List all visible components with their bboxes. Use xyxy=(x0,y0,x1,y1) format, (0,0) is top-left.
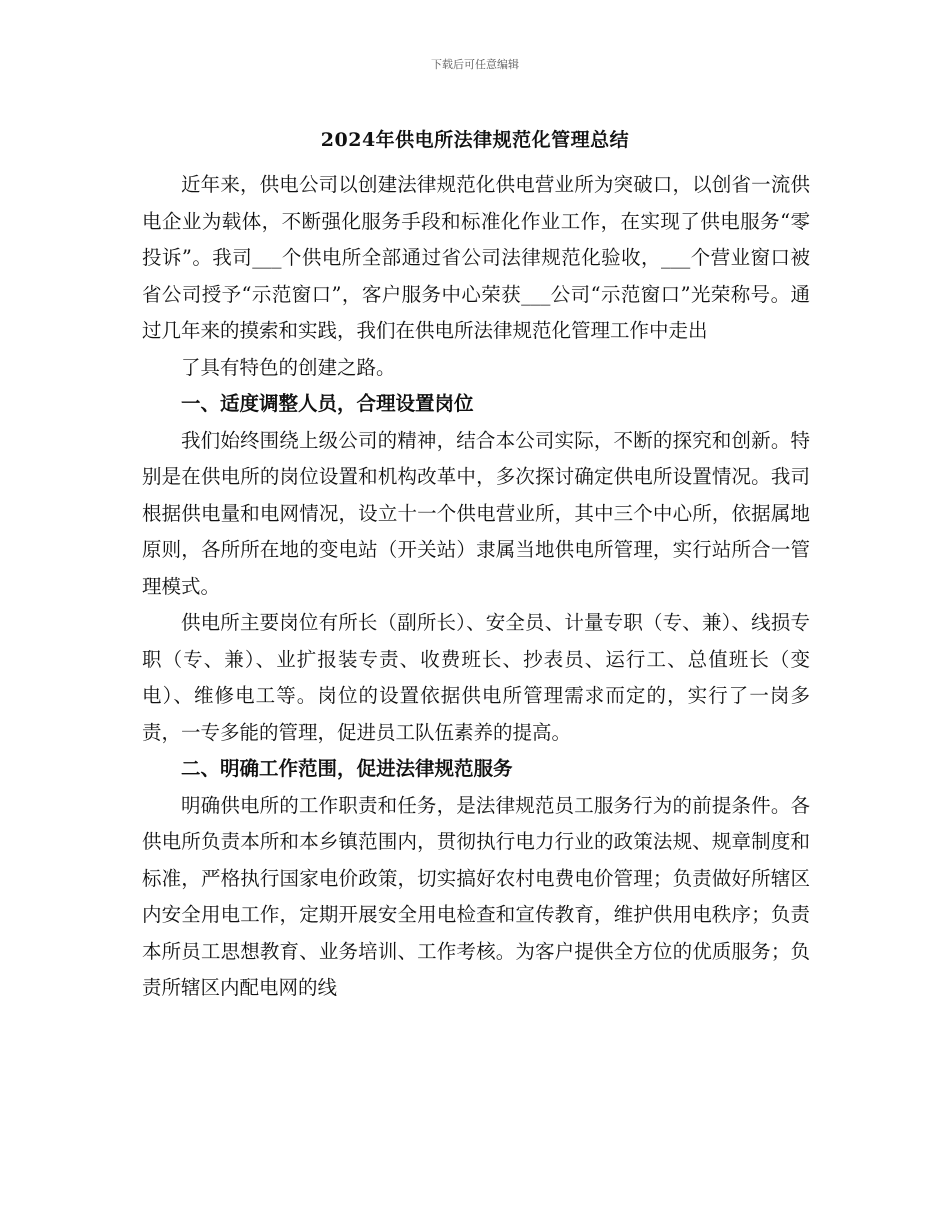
paragraph-section-1-b: 供电所主要岗位有所长（副所长）、安全员、计量专职（专、兼）、线损专职（专、兼）、业扩报装专责、收费班长、抄表员、运行工、总值班长（变电）、维修电工等。岗位的设置依据供电所管理需求而定的，实行了一岗多责，一专多能的管理，促进员工队伍素养的提高。 xyxy=(142,611,810,744)
paragraph-intro-continued: 了具有特色的创建之路。 xyxy=(181,355,396,379)
section-heading-1: 一、适度调整人员，合理设置岗位 xyxy=(181,392,474,415)
paragraph-section-1-a: 我们始终围绕上级公司的精神，结合本公司实际，不断的探究和创新。特别是在供电所的岗位设置和机构改革中，多次探讨确定供电所设置情况。我司根据供电量和电网情况，设立十一个供电营业所，其中三个中心所，依据属地原则，各所所在地的变电站（开关站）隶属当地供电所管理，实行站所合一管理模式。 xyxy=(142,428,810,598)
document-body xyxy=(142,167,810,1007)
paragraph-intro: 近年来，供电公司以创建法律规范化供电营业所为突破口，以创省一流供电企业为载体，不断强化服务手段和标准化作业工作，在实现了供电服务“零投诉”。我司___个供电所全部通过省公司法律规范化验收，___个营业窗口被省公司授予“示范窗口”，客户服务中心荣获___公司“示范窗口”光荣称号。通过几年来的摸索和实践，我们在供电所法律规范化管理工作中走出 xyxy=(142,173,810,342)
document-title: 2024年供电所法律规范化管理总结 xyxy=(320,129,630,151)
section-heading-2: 二、明确工作范围，促进法律规范服务 xyxy=(181,757,513,780)
header-note: 下载后可任意编辑 xyxy=(431,58,519,71)
paragraph-section-2-a: 明确供电所的工作职责和任务，是法律规范员工服务行为的前提条件。各供电所负责本所和本乡镇范围内，贯彻执行电力行业的政策法规、规章制度和标准，严格执行国家电价政策，切实搞好农村电费电价管理；负责做好所辖区内安全用电工作，定期开展安全用电检查和宣传教育，维护供用电秩序；负责本所员工思想教育、业务培训、工作考核。为客户提供全方位的优质服务；负责所辖区内配电网的线 xyxy=(142,793,810,999)
